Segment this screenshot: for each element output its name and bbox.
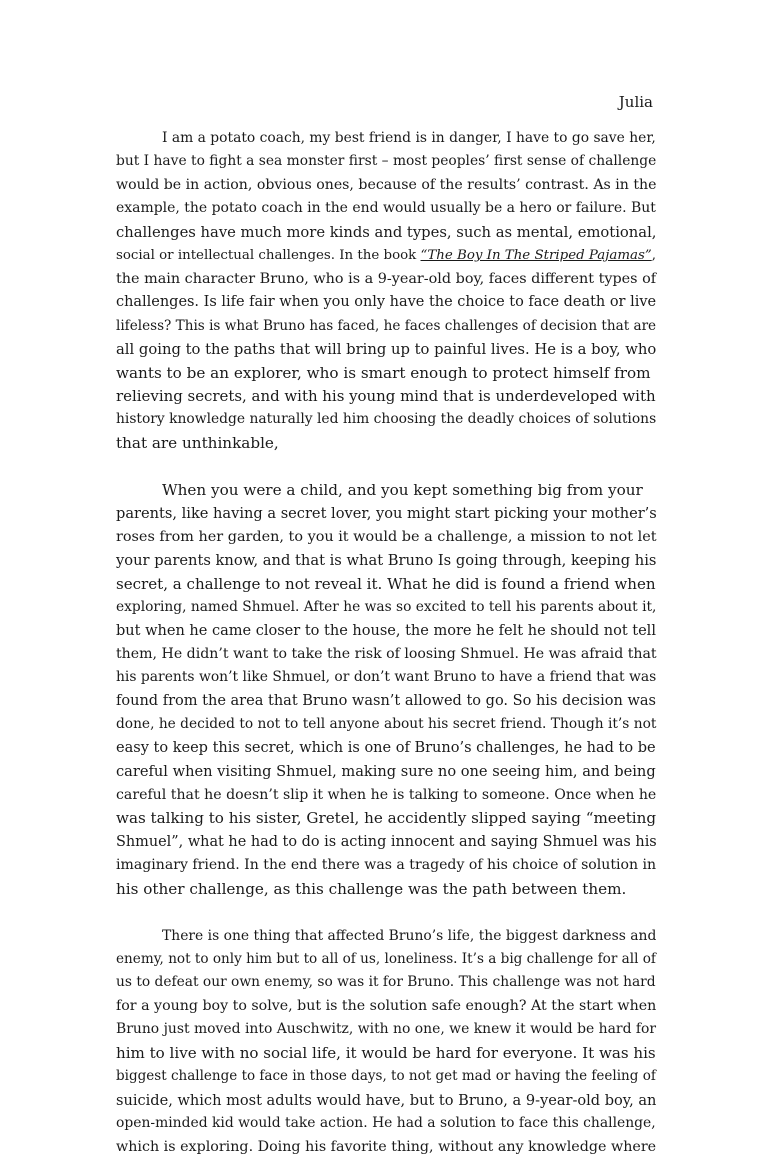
text-segment: , xyxy=(652,248,656,263)
text-line: your parents know, and that is what Bruno Is going through, keeping his xyxy=(116,549,656,572)
text-line: us to defeat our own enemy, so was it for Bruno. This challenge was not hard xyxy=(116,971,656,994)
text-line: found from the area that Bruno wasn’t allowed to go. So his decision was xyxy=(116,690,656,713)
text-line: would be in action, obvious ones, because of the results’ contrast. As in the xyxy=(116,174,656,197)
text-line: biggest challenge to face in those days, to not get mad or having the feeling of xyxy=(116,1065,656,1088)
text-line: wants to be an explorer, who is smart enough to protect himself from xyxy=(116,362,656,385)
text-line: his parents won’t like Shmuel, or don’t want Bruno to have a friend that was xyxy=(116,666,656,689)
text-line: all going to the paths that will bring up to painful lives. He is a boy, who xyxy=(116,338,656,361)
text-line: careful that he doesn’t slip it when he is talking to someone. Once when he xyxy=(116,784,656,807)
text-line: Bruno just moved into Auschwitz, with no one, we knew it would be hard for xyxy=(116,1018,656,1041)
text-line: challenges. Is life fair when you only have the choice to face death or live xyxy=(116,291,656,314)
text-line: example, the potato coach in the end would usually be a hero or failure. But xyxy=(116,197,656,220)
text-line: challenges have much more kinds and types, such as mental, emotional, xyxy=(116,221,656,244)
text-line: done, he decided to not to tell anyone about his secret friend. Though it’s not xyxy=(116,713,656,736)
paragraph-3 xyxy=(116,925,656,1159)
text-line: Shmuel”, what he had to do is acting innocent and saying Shmuel was his xyxy=(116,831,656,854)
text-line: which is exploring. Doing his favorite thing, without any knowledge where xyxy=(116,1136,656,1159)
book-title: “The Boy In The Striped Pajamas” xyxy=(421,248,652,263)
text-line: I am a potato coach, my best friend is in danger, I have to go save her, xyxy=(116,127,656,150)
text-segment: social or intellectual challenges. In the book xyxy=(116,248,421,263)
text-line: relieving secrets, and with his young mind that is underdeveloped with xyxy=(116,385,656,408)
text-line: that are unthinkable, xyxy=(116,432,656,455)
text-line: was talking to his sister, Gretel, he accidently slipped saying “meeting xyxy=(116,807,656,830)
text-line: but when he came closer to the house, the more he felt he should not tell xyxy=(116,620,656,643)
essay-body xyxy=(116,127,656,1159)
text-line: enemy, not to only him but to all of us, loneliness. It’s a big challenge for all of xyxy=(116,948,656,971)
text-line: When you were a child, and you kept something big from your xyxy=(116,479,656,502)
text-line: him to live with no social life, it would be hard for everyone. It was his xyxy=(116,1042,656,1065)
paragraph-gap xyxy=(116,455,656,479)
text-line: for a young boy to solve, but is the solution safe enough? At the start when xyxy=(116,995,656,1018)
text-line: open-minded kid would take action. He had a solution to face this challenge, xyxy=(116,1112,656,1135)
text-line: secret, a challenge to not reveal it. What he did is found a friend when xyxy=(116,573,656,596)
text-line: exploring, named Shmuel. After he was so excited to tell his parents about it, xyxy=(116,596,656,619)
paragraph-2 xyxy=(116,479,656,901)
text-line: careful when visiting Shmuel, making sure no one seeing him, and being xyxy=(116,760,656,783)
text-line: suicide, which most adults would have, but to Bruno, a 9-year-old boy, an xyxy=(116,1089,656,1112)
text-line: lifeless? This is what Bruno has faced, he faces challenges of decision that are xyxy=(116,315,656,338)
text-line: roses from her garden, to you it would be a challenge, a mission to not let xyxy=(116,526,656,549)
text-line: the main character Bruno, who is a 9-year-old boy, faces different types of xyxy=(116,268,656,291)
text-line: parents, like having a secret lover, you might start picking your mother’s xyxy=(116,502,656,525)
text-line: imaginary friend. In the end there was a tragedy of his choice of solution in xyxy=(116,854,656,877)
author-name: Julia xyxy=(619,92,653,112)
text-line: his other challenge, as this challenge was the path between them. xyxy=(116,878,656,901)
text-line-with-title xyxy=(116,244,656,267)
paragraph-1 xyxy=(116,127,656,455)
text-line: history knowledge naturally led him choosing the deadly choices of solutions xyxy=(116,408,656,431)
paragraph-gap xyxy=(116,901,656,925)
text-line: There is one thing that affected Bruno’s life, the biggest darkness and xyxy=(116,925,656,948)
text-line: but I have to fight a sea monster first – most peoples’ first sense of challenge xyxy=(116,150,656,173)
text-line: easy to keep this secret, which is one of Bruno’s challenges, he had to be xyxy=(116,737,656,760)
text-line: them, He didn’t want to take the risk of loosing Shmuel. He was afraid that xyxy=(116,643,656,666)
